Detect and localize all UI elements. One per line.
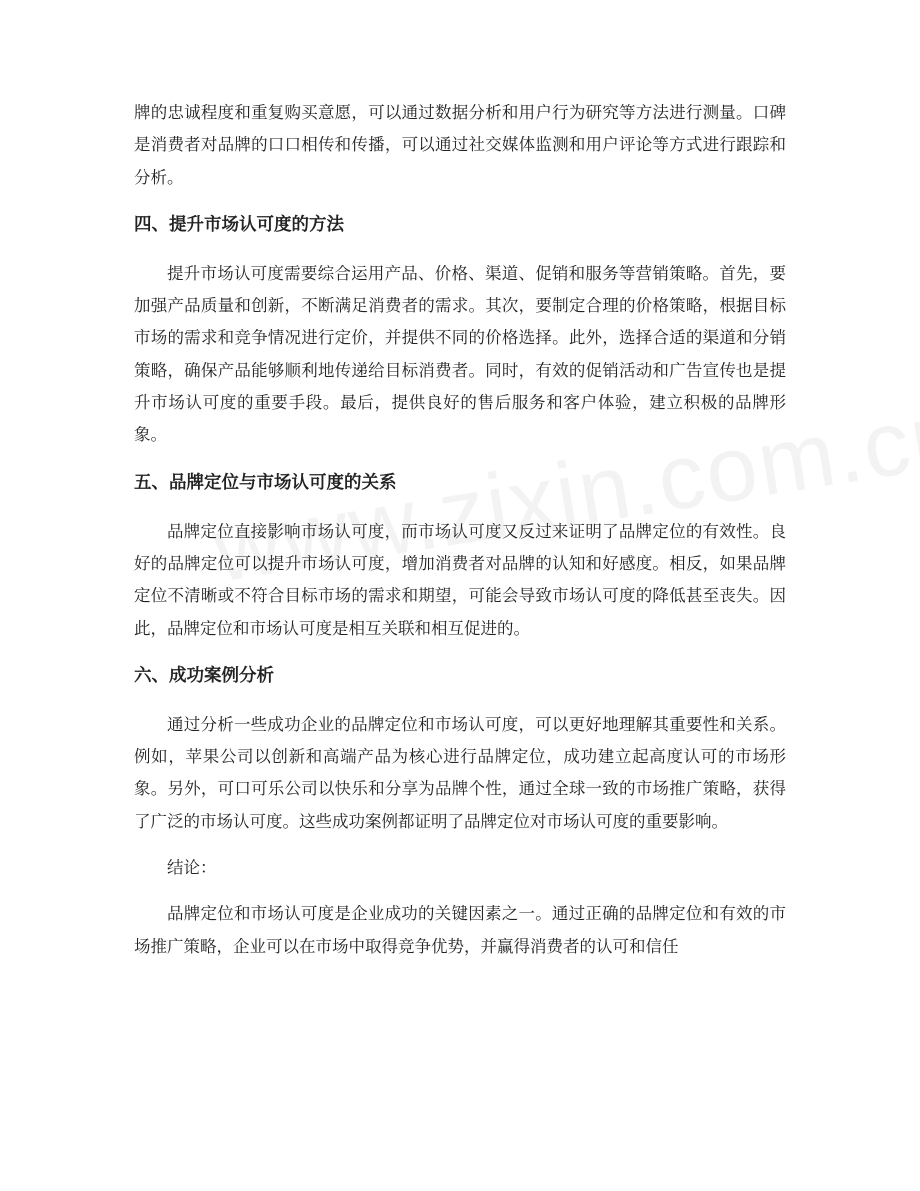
document-body: [134, 97, 786, 963]
section-heading-6: 六、成功案例分析: [134, 665, 274, 686]
section-body-4: 提升市场认可度需要综合运用产品、价格、渠道、促销和服务等营销策略。首先，要加强产品质量和创新，不断满足消费者的需求。其次，要制定合理的价格策略，根据目标市场的需求和竞争情况进行定价，并提供不同的价格选择。此外，选择合适的渠道和分销策略，确保产品能够顺利地传递给目标消费者。同时，有效的促销活动和广告宣传也是提升市场认可度的重要手段。最后，提供良好的售后服务和客户体验，建立积极的品牌形象。: [134, 263, 786, 445]
section-body-5: 品牌定位直接影响市场认可度，而市场认可度又反过来证明了品牌定位的有效性。良好的品牌定位可以提升市场认可度，增加消费者对品牌的认知和好感度。相反，如果品牌定位不清晰或不符合目标市场的需求和期望，可能会导致市场认可度的降低甚至丧失。因此，品牌定位和市场认可度是相互关联和相互促进的。: [134, 521, 786, 638]
section-heading-4: 四、提升市场认可度的方法: [134, 214, 344, 235]
section-heading-5: 五、品牌定位与市场认可度的关系: [134, 472, 397, 493]
intro-paragraph: 牌的忠诚程度和重复购买意愿，可以通过数据分析和用户行为研究等方法进行测量。口碑是消费者对品牌的口口相传和传播，可以通过社交媒体监测和用户评论等方式进行跟踪和分析。: [134, 103, 786, 187]
conclusion-body: 品牌定位和市场认可度是企业成功的关键因素之一。通过正确的品牌定位和有效的市场推广策略，企业可以在市场中取得竞争优势，并赢得消费者的认可和信任: [134, 904, 786, 956]
section-body-6: 通过分析一些成功企业的品牌定位和市场认可度，可以更好地理解其重要性和关系。例如，苹果公司以创新和高端产品为核心进行品牌定位，成功建立起高度认可的市场形象。另外，可口可乐公司以快乐和分享为品牌个性，通过全球一致的市场推广策略，获得了广泛的市场认可度。这些成功案例都证明了品牌定位对市场认可度的重要影响。: [134, 714, 786, 831]
conclusion-label: 结论：: [167, 858, 217, 878]
